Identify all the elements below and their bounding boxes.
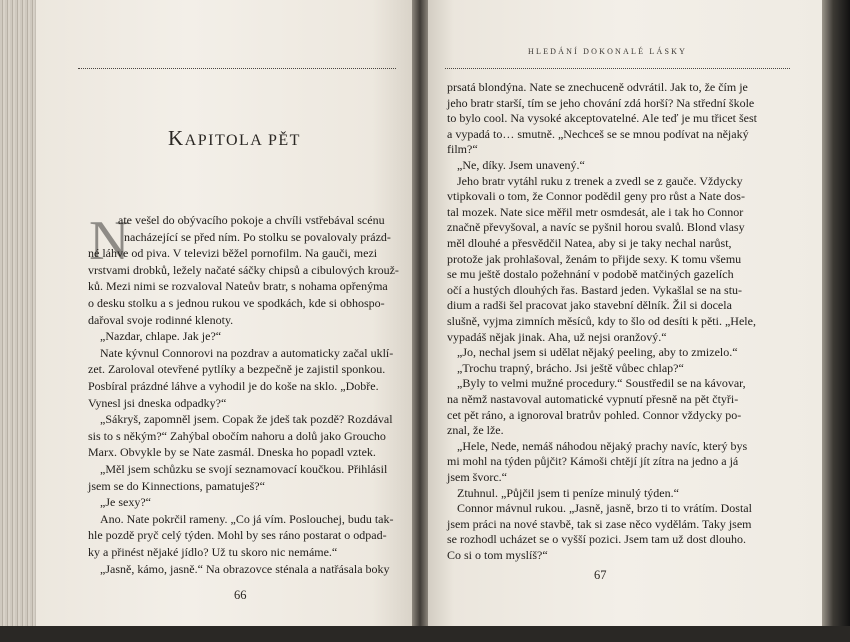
right-line: „Jo, nechal jsem si udělat nějaký peeling, aby to zmizelo.“ <box>457 345 738 360</box>
left-line: Ano. Nate pokrčil rameny. „Co já vím. Poslouchej, budu tak- <box>100 511 394 526</box>
right-line: očí a hustých dlouhých řas. Bastard jeden. Vykašlal se na stu- <box>447 282 743 297</box>
right-line: Connor mávnul rukou. „Jasně, jasně, brzo ti to vrátím. Dostal <box>457 501 752 516</box>
left-header-rule <box>78 68 396 69</box>
right-line: se mu ještě dostalo požehnání v podobě matčiných gazelích <box>447 267 734 282</box>
right-line: jsem švorc.“ <box>447 470 507 484</box>
right-line: „Ne, díky. Jsem unavený.“ <box>457 158 585 172</box>
left-line: „Měl jsem schůzku se svojí seznamovací koučkou. Přihlásil <box>100 462 388 476</box>
chapter-heading-initial: K <box>168 126 185 150</box>
left-line: vrstvami drobků, ležely načaté sáčky chipsů a cibulových krouž- <box>88 262 399 277</box>
right-line: prsatá blondýna. Nate se znechuceně odvrátil. Jak to, že čím je <box>447 80 748 94</box>
right-line: značně převyšoval, a navíc se pyšnil horou svalů. Blond vlasy <box>447 220 745 235</box>
drop-cap: N <box>89 210 130 272</box>
page-edges-right <box>822 0 850 642</box>
right-line: Co si o tom myslíš?“ <box>447 548 548 562</box>
right-line: film?“ <box>447 142 478 157</box>
right-line: se rozhodl ucházet se o vyšší pozici. Jsem tam už dost dlouho. <box>447 532 746 547</box>
running-head: HLEDÁNÍ DOKONALÉ LÁSKY <box>528 47 688 56</box>
right-line: tal mozek. Nate sice měřil metr osmdesát, ale i tak ho Connor <box>447 204 744 219</box>
right-line: jsem práci na nové stavbě, tak si zase něco vydělám. Taky jsem <box>447 516 752 531</box>
left-line: „Jasně, kámo, jasně.“ Na obrazovce sténala a natřásala boky <box>100 561 390 576</box>
left-line: Posbíral prázdné láhve a vyhodil je do koše na sklo. „Dobře. <box>88 379 379 393</box>
book-gutter <box>412 0 428 642</box>
right-line: měl dlouhé a přesvědčil Natea, aby si je taky nechal narůst, <box>447 236 732 250</box>
right-line: to bylo cool. Na vysoké akceptovatelné. Ale teď je mu třicet šest <box>447 111 758 126</box>
right-line: Jeho bratr vytáhl ruku z trenek a zvedl se z gauče. Vždycky <box>457 173 743 188</box>
left-line: Marx. Obvykle by se Nate zasmál. Dneska ho popadl vztek. <box>88 445 376 460</box>
left-line: Nate kývnul Connorovi na pozdrav a automaticky začal uklí- <box>100 345 394 360</box>
page-number-right: 67 <box>594 567 607 582</box>
left-line: zet. Zaroloval otevřené pytlíky a bezpečně je zajistil sponkou. <box>88 362 386 377</box>
right-line: „Hele, Nede, nemáš náhodou nějaký prachy navíc, který bys <box>457 438 748 453</box>
left-line: Vynesl jsi dneska odpadky?“ <box>88 395 227 410</box>
right-line: znal, že lže. <box>447 423 504 438</box>
right-line: vtipkovali o tom, že Connor podědil geny pro růst a Nate dos- <box>447 189 745 204</box>
right-line: dium a radši šel pracovat jako stavební dělník. Žil si docela <box>447 298 732 313</box>
book-bottom-edge <box>0 626 850 642</box>
right-line: cet pět ráno, a ignoroval bratrův pohled. Connor vždycky po- <box>447 407 742 422</box>
left-line: sis to s někým?“ Zahýbal obočím nahoru a dolů jako Groucho <box>88 428 386 443</box>
chapter-heading <box>168 126 301 151</box>
right-line: „Byly to velmi mužné procedury.“ Soustředil se na kávovar, <box>457 376 746 391</box>
right-line: mi mohl na týden půjčit? Kámoši chtějí jít zítra na jedno a já <box>447 454 739 469</box>
left-line: ate vešel do obývacího pokoje a chvíli vstřebával scénu <box>118 213 385 227</box>
left-line: hle pozdě pryč celý týden. Mohl by ses ráno postarat o odpad- <box>88 528 387 543</box>
right-line: „Trochu trapný, brácho. Jsi ještě vůbec chlap?“ <box>457 360 684 375</box>
right-line: protože jak prohlašoval, ženám to přijde sexy. K tomu všemu <box>447 251 742 266</box>
left-line: „Je sexy?“ <box>100 495 151 510</box>
right-header-rule <box>445 68 790 69</box>
left-line: „Nazdar, chlape. Jak je?“ <box>100 329 222 344</box>
left-line: o desku stolku a s jednou rukou ve spodkách, kde si obhospo- <box>88 296 385 310</box>
right-line: na němž nastavoval automatické vypnutí přesně na pět čtyři- <box>447 392 739 406</box>
right-line: vypadáš nějak jinak. Aha, už nejsi oranžový.“ <box>447 329 667 344</box>
left-line: dařoval svoje rodinné klenoty. <box>88 312 234 327</box>
left-line: ků. Mezi nimi se rozvaloval Nateův bratr, s nohama opřenýma <box>88 279 388 294</box>
right-line: jeho bratr starší, tím se jeho chování zdá horší? Na střední škole <box>447 95 755 110</box>
left-line: jsem se do Kinnections, pamatuješ?“ <box>88 478 265 493</box>
left-line: ky a přinést nějaké jídlo? Už tu skoro nic nemáme.“ <box>88 545 338 559</box>
right-line: slušně, vyjma zimních měsíců, kdy to šlo od desíti k pěti. „Hele, <box>447 314 756 328</box>
left-line: „Sákryš, zapomněl jsem. Copak že jdeš tak pozdě? Rozdával <box>100 412 393 427</box>
left-line: nacházející se před ním. Po stolku se povalovaly prázd- <box>124 229 391 244</box>
chapter-heading-rest: APITOLA PĚT <box>184 132 301 149</box>
right-line: Ztuhnul. „Půjčil jsem ti peníze minulý týden.“ <box>457 485 679 500</box>
page-number-left: 66 <box>234 588 247 603</box>
left-line: né láhve od piva. V televizi běžel pornofilm. Na gauči, mezi <box>88 246 378 261</box>
right-line: a vypadá to… smutně. „Nechceš se se mnou podívat na nějaký <box>447 126 749 141</box>
